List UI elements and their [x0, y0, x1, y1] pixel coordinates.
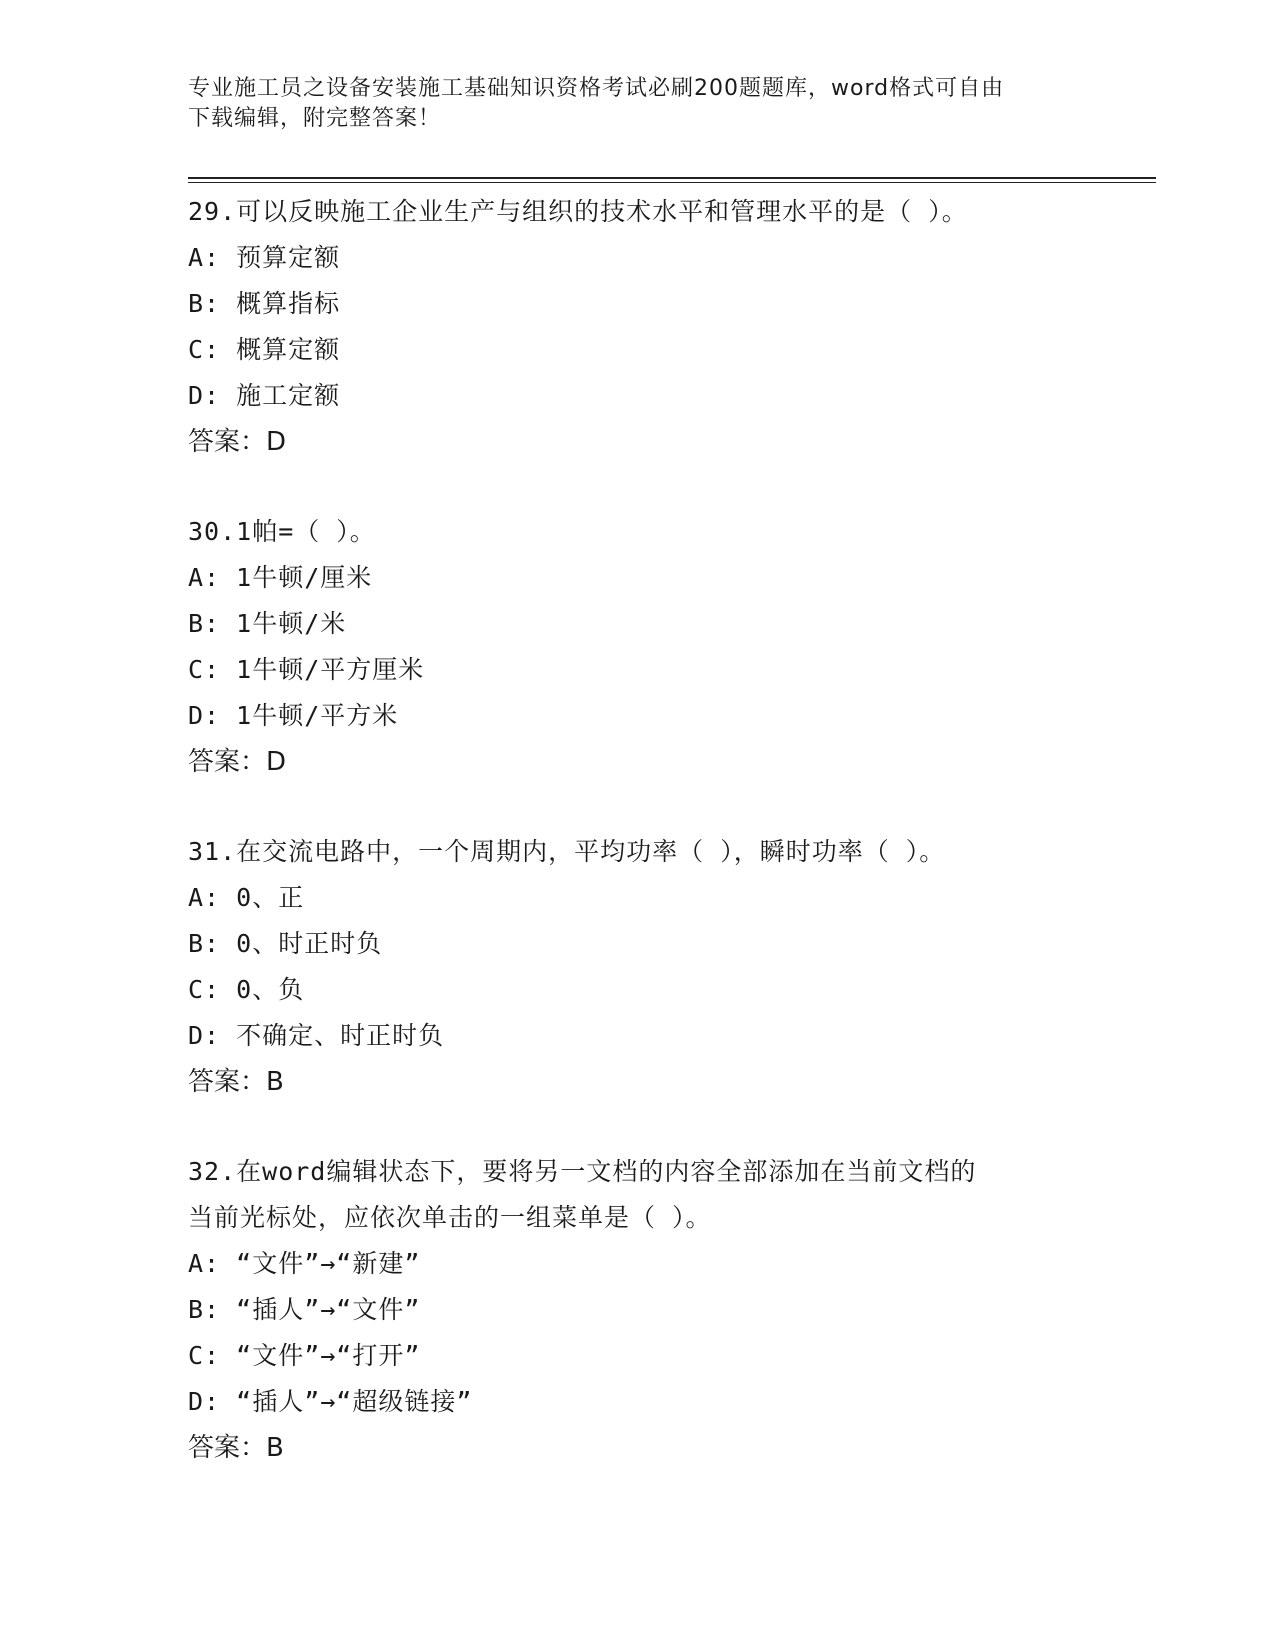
- question-31: [188, 829, 1088, 1105]
- option-d: D: “插人”→“超级链接”: [188, 1387, 473, 1416]
- option-b: B: “插人”→“文件”: [188, 1295, 421, 1324]
- option-d: D: 1牛顿/平方米: [188, 701, 399, 730]
- answer-line: 答案：B: [188, 1067, 284, 1097]
- answer-line: 答案：D: [188, 427, 287, 457]
- question-stem: 31.在交流电路中，一个周期内，平均功率（ ），瞬时功率（ ）。: [188, 837, 946, 866]
- option-a: A: 1牛顿/厘米: [188, 563, 373, 592]
- option-c: C: 1牛顿/平方厘米: [188, 655, 425, 684]
- header-line-2: 下载编辑，附完整答案！: [188, 106, 442, 131]
- answer-line: 答案：B: [188, 1433, 284, 1463]
- option-c: C: “文件”→“打开”: [188, 1341, 421, 1370]
- question-stem-line-2: 当前光标处，应依次单击的一组菜单是（ ）。: [188, 1203, 712, 1232]
- answer-line: 答案：D: [188, 747, 287, 777]
- option-d: D: 不确定、时正时负: [188, 1021, 445, 1050]
- header-line-1: 专业施工员之设备安装施工基础知识资格考试必刷200题题库，word格式可自由: [188, 76, 1005, 101]
- option-a: A: 0、正: [188, 883, 305, 912]
- question-list: [188, 189, 1088, 1515]
- option-a: A: 预算定额: [188, 243, 341, 272]
- document-header: [188, 74, 1088, 134]
- question-stem: 29.可以反映施工企业生产与组织的技术水平和管理水平的是（ ）。: [188, 197, 968, 226]
- option-b: B: 1牛顿/米: [188, 609, 347, 638]
- option-a: A: “文件”→“新建”: [188, 1249, 421, 1278]
- option-b: B: 概算指标: [188, 289, 341, 318]
- option-b: B: 0、时正时负: [188, 929, 383, 958]
- question-stem-line-1: 32.在word编辑状态下，要将另一文档的内容全部添加在当前文档的: [188, 1157, 977, 1186]
- header-divider-thick: [188, 177, 1156, 179]
- question-stem: 30.1帕=（ ）。: [188, 517, 376, 546]
- question-30: [188, 509, 1088, 785]
- option-c: C: 概算定额: [188, 335, 341, 364]
- option-d: D: 施工定额: [188, 381, 341, 410]
- option-c: C: 0、负: [188, 975, 305, 1004]
- question-32: [188, 1149, 1088, 1471]
- header-divider-thin: [188, 182, 1156, 183]
- question-29: [188, 189, 1088, 465]
